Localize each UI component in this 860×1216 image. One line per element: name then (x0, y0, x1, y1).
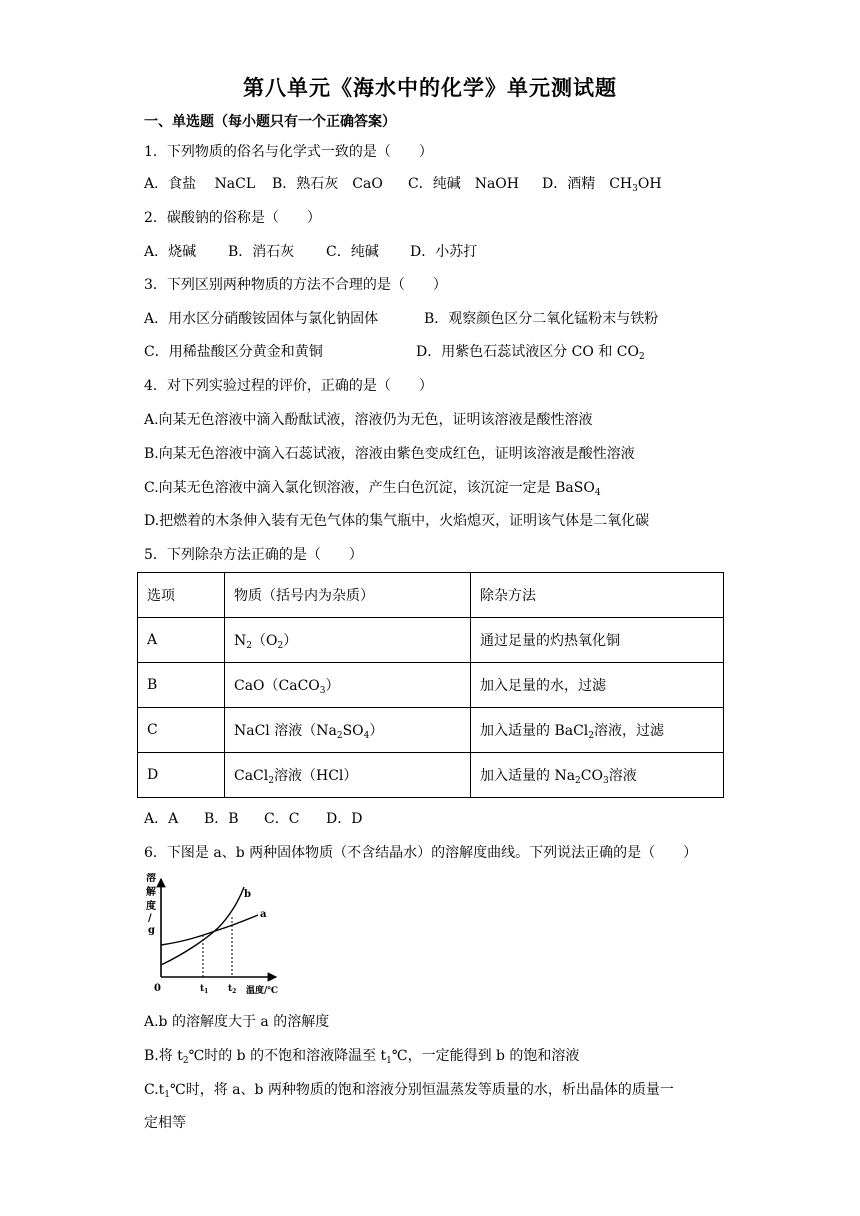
q1-option-c: C．纯碱 NaOH (408, 176, 519, 192)
table-cell-option: D (138, 753, 225, 798)
q4-option-c: C.向某无色溶液中滴入氯化钡溶液，产生白色沉淀，该沉淀一定是 BaSO$_4$ (144, 480, 601, 498)
table-header-row (138, 573, 724, 618)
q2-options (144, 242, 477, 262)
q6-stem: 6．下图是 a、b 两种固体物质（不含结晶水）的溶解度曲线。下列说法正确的是（ ） (144, 845, 698, 861)
q1-option-b: B．熟石灰 CaO (272, 176, 383, 192)
table-row (138, 753, 724, 798)
table-cell-option: C (138, 708, 225, 753)
svg-text:/: / (148, 913, 152, 924)
q1-options (144, 174, 662, 194)
table-cell-method: 通过足量的灼热氧化铜 (471, 618, 724, 663)
curve-a (161, 915, 258, 945)
q1-stem: 1．下列物质的俗名与化学式一致的是（ ） (144, 144, 433, 160)
q5-option-c: C．C (264, 811, 300, 827)
q3-option-a: A．用水区分硝酸铵固体与氯化钠固体 (144, 311, 379, 327)
q6-option-c-continued: 定相等 (144, 1115, 186, 1131)
table-row (138, 663, 724, 708)
q3-stem: 3．下列区别两种物质的方法不合理的是（ ） (144, 277, 447, 293)
svg-text:g: g (148, 925, 155, 936)
q5-option-a: A．A (144, 811, 179, 827)
q6-option-c: $C.t_1℃$时，将 a、b 两种物质的饱和溶液分别恒温蒸发等质量的水，析出晶体的质量一 (144, 1082, 674, 1100)
q3-option-d: D．用紫色石蕊试液区分 CO 和 $CO_2$ (416, 344, 645, 362)
q4-stem: 4．对下列实验过程的评价，正确的是（ ） (144, 378, 433, 394)
q3-option-c: C．用稀盐酸区分黄金和黄铜 (144, 344, 323, 360)
table-cell-option: B (138, 663, 225, 708)
table-header-method: 除杂方法 (471, 573, 724, 618)
q5-option-d: D．D (326, 811, 363, 827)
table-cell-option: A (138, 618, 225, 663)
table-cell-method: 加入适量的 $Na_2CO_3$溶液 (471, 753, 724, 798)
q5-option-b: B．B (204, 811, 239, 827)
table-cell-substance: $N_2(O_2)$ (225, 618, 471, 663)
origin-label: 0 (154, 983, 161, 994)
purification-table (137, 572, 724, 798)
q6-option-a: A.b 的溶解度大于 a 的溶解度 (144, 1014, 330, 1030)
table-cell-method: 加入足量的水，过滤 (471, 663, 724, 708)
table-row (138, 708, 724, 753)
table-cell-substance: CaCl$_2$溶液（HCl） (225, 753, 471, 798)
section-heading: 一、单选题（每小题只有一个正确答案） (144, 114, 396, 130)
q3-options-row2 (144, 342, 645, 362)
table-row (138, 618, 724, 663)
t1-label: $t_1$ (200, 984, 209, 995)
table-header-substance: 物质（括号内为杂质） (225, 573, 471, 618)
svg-text:溶: 溶 (146, 873, 156, 884)
curve-b-label: b (244, 889, 251, 900)
q2-option-b: B．消石灰 (228, 244, 295, 260)
q5-stem: 5．下列除杂方法正确的是（ ） (144, 547, 363, 563)
t2-label: $t_2$ (228, 984, 237, 995)
solubility-curve-figure (146, 873, 296, 1001)
svg-text:解: 解 (146, 887, 156, 898)
table-cell-method: 加入适量的 BaCl$_2$溶液，过滤 (471, 708, 724, 753)
x-axis-label: 温度/℃ (246, 986, 279, 996)
q2-option-a: A．烧碱 (144, 244, 197, 260)
table-cell-substance: NaCl 溶液$(Na_2SO_4)$ (225, 708, 471, 753)
q5-options (144, 809, 362, 829)
curve-a-label: a (260, 909, 267, 920)
q3-option-b: B．观察颜色区分二氧化锰粉末与铁粉 (424, 311, 659, 327)
q2-stem: 2．碳酸钠的俗称是（ ） (144, 210, 321, 226)
table-header-option: 选项 (138, 573, 225, 618)
q4-option-b: B.向某无色溶液中滴入石蕊试液，溶液由紫色变成红色，证明该溶液是酸性溶液 (144, 446, 635, 462)
q6-option-b: B.将 $t_2℃$时的 b 的不饱和溶液降温至 $t_1℃$，一定能得到 b 的饱和溶液 (144, 1048, 580, 1066)
q2-option-c: C．纯碱 (326, 244, 379, 260)
q1-option-d: D．酒精 $CH_3OH$ (542, 176, 662, 194)
page-title: 第八单元《海水中的化学》单元测试题 (243, 76, 617, 100)
y-axis-label (146, 873, 157, 936)
q3-options-row1 (144, 309, 658, 329)
q1-option-a: A．食盐 NaCL (144, 176, 256, 192)
q2-option-d: D．小苏打 (410, 244, 478, 260)
q4-option-d: D.把燃着的木条伸入装有无色气体的集气瓶中，火焰熄灭，证明该气体是二氧化碳 (144, 513, 650, 529)
q4-option-a: A.向某无色溶液中滴入酚酞试液，溶液仍为无色，证明该溶液是酸性溶液 (144, 412, 593, 428)
table-cell-substance: CaO（CaCO$_3$） (225, 663, 471, 708)
svg-text:度: 度 (146, 901, 156, 912)
